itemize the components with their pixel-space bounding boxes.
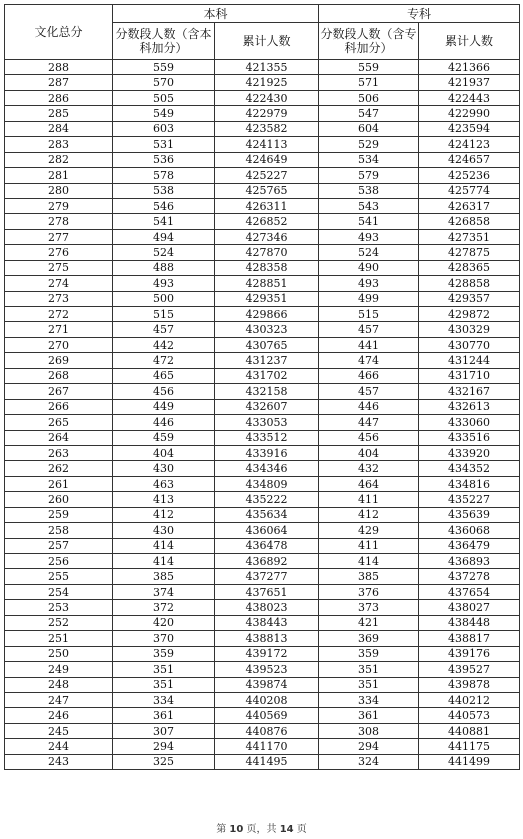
cell-zhuanke-cumulative: 433516 [419, 430, 520, 445]
cell-benke-count: 374 [113, 584, 215, 599]
header-benke-count: 分数段人数（含本科加分） [113, 23, 215, 60]
footer-page-number: 10 [229, 824, 244, 835]
table-row [5, 600, 520, 615]
cell-score: 274 [5, 276, 113, 291]
cell-benke-cumulative: 435222 [215, 492, 319, 507]
cell-zhuanke-cumulative: 429872 [419, 307, 520, 322]
cell-zhuanke-cumulative: 429357 [419, 291, 520, 306]
cell-score: 249 [5, 662, 113, 677]
cell-score: 246 [5, 708, 113, 723]
cell-zhuanke-cumulative: 433920 [419, 445, 520, 460]
cell-benke-cumulative: 441170 [215, 739, 319, 754]
cell-zhuanke-cumulative: 432613 [419, 399, 520, 414]
footer-total-pages: 14 [279, 824, 294, 835]
cell-benke-cumulative: 434809 [215, 476, 319, 491]
cell-zhuanke-cumulative: 424657 [419, 152, 520, 167]
table-row [5, 121, 520, 136]
cell-score: 254 [5, 584, 113, 599]
cell-benke-cumulative: 435634 [215, 507, 319, 522]
header-total-score: 文化总分 [5, 5, 113, 60]
cell-zhuanke-count: 541 [319, 214, 419, 229]
table-row [5, 492, 520, 507]
cell-zhuanke-count: 369 [319, 631, 419, 646]
table-row [5, 384, 520, 399]
cell-zhuanke-cumulative: 433060 [419, 415, 520, 430]
cell-zhuanke-count: 499 [319, 291, 419, 306]
cell-score: 258 [5, 523, 113, 538]
cell-zhuanke-count: 404 [319, 445, 419, 460]
cell-score: 283 [5, 137, 113, 152]
cell-benke-count: 559 [113, 60, 215, 75]
cell-zhuanke-cumulative: 440881 [419, 723, 520, 738]
cell-score: 288 [5, 60, 113, 75]
cell-score: 287 [5, 75, 113, 90]
cell-zhuanke-count: 308 [319, 723, 419, 738]
cell-benke-cumulative: 425765 [215, 183, 319, 198]
cell-zhuanke-count: 411 [319, 538, 419, 553]
cell-benke-count: 524 [113, 245, 215, 260]
cell-benke-cumulative: 433512 [215, 430, 319, 445]
cell-benke-count: 494 [113, 229, 215, 244]
cell-zhuanke-cumulative: 430329 [419, 322, 520, 337]
cell-zhuanke-count: 429 [319, 523, 419, 538]
cell-zhuanke-count: 543 [319, 198, 419, 213]
cell-score: 256 [5, 554, 113, 569]
cell-zhuanke-cumulative: 422443 [419, 90, 520, 105]
cell-benke-cumulative: 439523 [215, 662, 319, 677]
cell-score: 272 [5, 307, 113, 322]
cell-benke-cumulative: 438813 [215, 631, 319, 646]
cell-score: 259 [5, 507, 113, 522]
cell-benke-count: 351 [113, 677, 215, 692]
cell-zhuanke-cumulative: 437654 [419, 584, 520, 599]
footer-suffix: 页 [296, 824, 307, 835]
cell-benke-cumulative: 438443 [215, 615, 319, 630]
cell-zhuanke-count: 538 [319, 183, 419, 198]
table-row [5, 368, 520, 383]
cell-zhuanke-count: 474 [319, 353, 419, 368]
cell-score: 273 [5, 291, 113, 306]
cell-benke-count: 414 [113, 538, 215, 553]
table-row [5, 523, 520, 538]
cell-zhuanke-count: 351 [319, 662, 419, 677]
cell-zhuanke-count: 432 [319, 461, 419, 476]
table-row [5, 646, 520, 661]
cell-zhuanke-cumulative: 439527 [419, 662, 520, 677]
score-table [4, 4, 520, 770]
table-row [5, 569, 520, 584]
cell-score: 251 [5, 631, 113, 646]
cell-benke-count: 414 [113, 554, 215, 569]
header-benke-cumulative: 累计人数 [215, 23, 319, 60]
cell-zhuanke-count: 571 [319, 75, 419, 90]
table-row [5, 337, 520, 352]
cell-zhuanke-cumulative: 436893 [419, 554, 520, 569]
table-row [5, 291, 520, 306]
cell-benke-count: 456 [113, 384, 215, 399]
cell-benke-cumulative: 429351 [215, 291, 319, 306]
cell-zhuanke-cumulative: 426858 [419, 214, 520, 229]
footer-middle: 页，共 [246, 824, 277, 835]
cell-zhuanke-cumulative: 434352 [419, 461, 520, 476]
cell-benke-count: 488 [113, 260, 215, 275]
cell-zhuanke-cumulative: 441175 [419, 739, 520, 754]
page-footer [0, 820, 523, 835]
table-row [5, 662, 520, 677]
cell-benke-count: 307 [113, 723, 215, 738]
table-row [5, 538, 520, 553]
table-row [5, 260, 520, 275]
cell-score: 248 [5, 677, 113, 692]
cell-zhuanke-count: 441 [319, 337, 419, 352]
cell-benke-count: 549 [113, 106, 215, 121]
table-row [5, 307, 520, 322]
cell-benke-cumulative: 436892 [215, 554, 319, 569]
cell-benke-count: 294 [113, 739, 215, 754]
cell-zhuanke-count: 421 [319, 615, 419, 630]
cell-score: 271 [5, 322, 113, 337]
cell-zhuanke-cumulative: 422990 [419, 106, 520, 121]
cell-benke-cumulative: 427346 [215, 229, 319, 244]
cell-zhuanke-count: 351 [319, 677, 419, 692]
table-body [5, 60, 520, 770]
cell-benke-cumulative: 439874 [215, 677, 319, 692]
cell-benke-count: 370 [113, 631, 215, 646]
header-group-zhuanke: 专科 [319, 5, 520, 23]
cell-benke-cumulative: 438023 [215, 600, 319, 615]
cell-zhuanke-count: 529 [319, 137, 419, 152]
cell-benke-cumulative: 429866 [215, 307, 319, 322]
header-zhuanke-cumulative: 累计人数 [419, 23, 520, 60]
cell-zhuanke-cumulative: 427351 [419, 229, 520, 244]
cell-zhuanke-count: 493 [319, 276, 419, 291]
cell-zhuanke-count: 466 [319, 368, 419, 383]
cell-score: 270 [5, 337, 113, 352]
cell-zhuanke-count: 515 [319, 307, 419, 322]
cell-benke-count: 413 [113, 492, 215, 507]
cell-zhuanke-cumulative: 436068 [419, 523, 520, 538]
table-row [5, 708, 520, 723]
cell-zhuanke-cumulative: 428365 [419, 260, 520, 275]
table-row [5, 183, 520, 198]
table-row [5, 415, 520, 430]
cell-benke-cumulative: 433053 [215, 415, 319, 430]
cell-zhuanke-cumulative: 434816 [419, 476, 520, 491]
cell-benke-cumulative: 430765 [215, 337, 319, 352]
cell-zhuanke-count: 457 [319, 322, 419, 337]
cell-benke-cumulative: 440876 [215, 723, 319, 738]
table-row [5, 106, 520, 121]
cell-benke-count: 546 [113, 198, 215, 213]
cell-benke-cumulative: 436064 [215, 523, 319, 538]
cell-zhuanke-count: 294 [319, 739, 419, 754]
cell-score: 285 [5, 106, 113, 121]
cell-benke-count: 442 [113, 337, 215, 352]
table-row [5, 399, 520, 414]
cell-score: 277 [5, 229, 113, 244]
cell-score: 282 [5, 152, 113, 167]
cell-benke-count: 457 [113, 322, 215, 337]
table-row [5, 229, 520, 244]
header-group-benke: 本科 [113, 5, 319, 23]
cell-zhuanke-cumulative: 425774 [419, 183, 520, 198]
cell-score: 286 [5, 90, 113, 105]
cell-benke-count: 463 [113, 476, 215, 491]
cell-score: 263 [5, 445, 113, 460]
cell-score: 284 [5, 121, 113, 136]
cell-score: 255 [5, 569, 113, 584]
cell-benke-cumulative: 439172 [215, 646, 319, 661]
cell-zhuanke-cumulative: 421937 [419, 75, 520, 90]
cell-zhuanke-count: 447 [319, 415, 419, 430]
cell-zhuanke-cumulative: 432167 [419, 384, 520, 399]
table-row [5, 322, 520, 337]
cell-benke-cumulative: 441495 [215, 754, 319, 769]
cell-zhuanke-count: 464 [319, 476, 419, 491]
cell-score: 268 [5, 368, 113, 383]
cell-zhuanke-cumulative: 431244 [419, 353, 520, 368]
cell-benke-count: 459 [113, 430, 215, 445]
cell-zhuanke-count: 334 [319, 692, 419, 707]
cell-score: 247 [5, 692, 113, 707]
cell-benke-cumulative: 430323 [215, 322, 319, 337]
cell-zhuanke-cumulative: 425236 [419, 168, 520, 183]
cell-zhuanke-count: 361 [319, 708, 419, 723]
cell-zhuanke-cumulative: 440573 [419, 708, 520, 723]
cell-score: 266 [5, 399, 113, 414]
cell-benke-count: 359 [113, 646, 215, 661]
cell-zhuanke-cumulative: 423594 [419, 121, 520, 136]
cell-zhuanke-cumulative: 427875 [419, 245, 520, 260]
cell-benke-count: 430 [113, 461, 215, 476]
score-distribution-sheet [4, 4, 519, 770]
cell-zhuanke-count: 376 [319, 584, 419, 599]
cell-benke-count: 404 [113, 445, 215, 460]
cell-benke-cumulative: 421925 [215, 75, 319, 90]
cell-score: 244 [5, 739, 113, 754]
cell-score: 260 [5, 492, 113, 507]
table-row [5, 584, 520, 599]
cell-score: 280 [5, 183, 113, 198]
cell-score: 269 [5, 353, 113, 368]
cell-zhuanke-count: 446 [319, 399, 419, 414]
table-row [5, 198, 520, 213]
cell-benke-count: 541 [113, 214, 215, 229]
table-row [5, 507, 520, 522]
cell-score: 264 [5, 430, 113, 445]
cell-score: 257 [5, 538, 113, 553]
cell-zhuanke-count: 490 [319, 260, 419, 275]
cell-benke-cumulative: 436478 [215, 538, 319, 553]
cell-score: 243 [5, 754, 113, 769]
cell-benke-count: 385 [113, 569, 215, 584]
cell-score: 276 [5, 245, 113, 260]
cell-zhuanke-count: 414 [319, 554, 419, 569]
cell-benke-count: 536 [113, 152, 215, 167]
cell-zhuanke-count: 524 [319, 245, 419, 260]
cell-score: 252 [5, 615, 113, 630]
cell-benke-cumulative: 437651 [215, 584, 319, 599]
cell-score: 281 [5, 168, 113, 183]
cell-benke-cumulative: 422979 [215, 106, 319, 121]
cell-zhuanke-cumulative: 431710 [419, 368, 520, 383]
cell-benke-cumulative: 428358 [215, 260, 319, 275]
cell-benke-count: 603 [113, 121, 215, 136]
table-row [5, 75, 520, 90]
cell-benke-cumulative: 422430 [215, 90, 319, 105]
cell-zhuanke-cumulative: 435227 [419, 492, 520, 507]
cell-zhuanke-cumulative: 426317 [419, 198, 520, 213]
cell-zhuanke-cumulative: 438448 [419, 615, 520, 630]
table-row [5, 754, 520, 769]
cell-score: 267 [5, 384, 113, 399]
cell-benke-cumulative: 440569 [215, 708, 319, 723]
cell-benke-count: 570 [113, 75, 215, 90]
cell-zhuanke-count: 547 [319, 106, 419, 121]
cell-score: 275 [5, 260, 113, 275]
cell-benke-count: 446 [113, 415, 215, 430]
cell-zhuanke-count: 493 [319, 229, 419, 244]
cell-zhuanke-count: 534 [319, 152, 419, 167]
cell-benke-cumulative: 421355 [215, 60, 319, 75]
cell-benke-count: 449 [113, 399, 215, 414]
cell-score: 261 [5, 476, 113, 491]
cell-zhuanke-count: 579 [319, 168, 419, 183]
cell-benke-count: 420 [113, 615, 215, 630]
cell-benke-cumulative: 432158 [215, 384, 319, 399]
table-row [5, 692, 520, 707]
cell-benke-cumulative: 424649 [215, 152, 319, 167]
cell-benke-cumulative: 432607 [215, 399, 319, 414]
cell-benke-cumulative: 440208 [215, 692, 319, 707]
cell-zhuanke-cumulative: 430770 [419, 337, 520, 352]
cell-benke-count: 325 [113, 754, 215, 769]
cell-benke-count: 372 [113, 600, 215, 615]
cell-score: 265 [5, 415, 113, 430]
cell-zhuanke-cumulative: 436479 [419, 538, 520, 553]
cell-zhuanke-cumulative: 440212 [419, 692, 520, 707]
cell-score: 279 [5, 198, 113, 213]
cell-benke-cumulative: 434346 [215, 461, 319, 476]
cell-zhuanke-cumulative: 435639 [419, 507, 520, 522]
table-row [5, 152, 520, 167]
cell-benke-cumulative: 431702 [215, 368, 319, 383]
cell-score: 278 [5, 214, 113, 229]
table-row [5, 445, 520, 460]
cell-zhuanke-cumulative: 438027 [419, 600, 520, 615]
table-row [5, 137, 520, 152]
table-row [5, 430, 520, 445]
cell-zhuanke-cumulative: 439176 [419, 646, 520, 661]
cell-benke-count: 538 [113, 183, 215, 198]
cell-zhuanke-cumulative: 424123 [419, 137, 520, 152]
cell-zhuanke-count: 385 [319, 569, 419, 584]
cell-benke-count: 361 [113, 708, 215, 723]
cell-zhuanke-cumulative: 421366 [419, 60, 520, 75]
cell-benke-count: 531 [113, 137, 215, 152]
cell-benke-count: 430 [113, 523, 215, 538]
table-row [5, 631, 520, 646]
cell-benke-count: 412 [113, 507, 215, 522]
cell-zhuanke-count: 411 [319, 492, 419, 507]
cell-benke-count: 465 [113, 368, 215, 383]
cell-score: 253 [5, 600, 113, 615]
cell-benke-cumulative: 428851 [215, 276, 319, 291]
table-row [5, 60, 520, 75]
cell-benke-cumulative: 425227 [215, 168, 319, 183]
table-row [5, 276, 520, 291]
cell-benke-cumulative: 437277 [215, 569, 319, 584]
table-row [5, 476, 520, 491]
cell-zhuanke-count: 359 [319, 646, 419, 661]
cell-benke-count: 578 [113, 168, 215, 183]
cell-zhuanke-cumulative: 439878 [419, 677, 520, 692]
table-row [5, 353, 520, 368]
cell-score: 245 [5, 723, 113, 738]
cell-benke-cumulative: 426852 [215, 214, 319, 229]
table-row [5, 554, 520, 569]
cell-benke-count: 493 [113, 276, 215, 291]
cell-benke-count: 351 [113, 662, 215, 677]
table-row [5, 245, 520, 260]
cell-benke-cumulative: 424113 [215, 137, 319, 152]
cell-zhuanke-cumulative: 441499 [419, 754, 520, 769]
cell-zhuanke-count: 604 [319, 121, 419, 136]
cell-benke-cumulative: 423582 [215, 121, 319, 136]
table-row [5, 461, 520, 476]
cell-benke-cumulative: 427870 [215, 245, 319, 260]
cell-zhuanke-cumulative: 438817 [419, 631, 520, 646]
cell-benke-count: 500 [113, 291, 215, 306]
footer-prefix: 第 [216, 824, 227, 835]
cell-zhuanke-count: 457 [319, 384, 419, 399]
table-row [5, 615, 520, 630]
cell-zhuanke-count: 373 [319, 600, 419, 615]
cell-benke-count: 505 [113, 90, 215, 105]
table-row [5, 677, 520, 692]
cell-benke-count: 515 [113, 307, 215, 322]
cell-zhuanke-count: 506 [319, 90, 419, 105]
cell-benke-count: 334 [113, 692, 215, 707]
table-row [5, 90, 520, 105]
cell-zhuanke-count: 559 [319, 60, 419, 75]
table-row [5, 739, 520, 754]
cell-score: 250 [5, 646, 113, 661]
header-zhuanke-count: 分数段人数（含专科加分） [319, 23, 419, 60]
table-row [5, 214, 520, 229]
cell-zhuanke-count: 324 [319, 754, 419, 769]
cell-zhuanke-cumulative: 437278 [419, 569, 520, 584]
cell-score: 262 [5, 461, 113, 476]
cell-benke-count: 472 [113, 353, 215, 368]
cell-benke-cumulative: 433916 [215, 445, 319, 460]
cell-benke-cumulative: 431237 [215, 353, 319, 368]
table-row [5, 168, 520, 183]
cell-benke-cumulative: 426311 [215, 198, 319, 213]
table-row [5, 723, 520, 738]
cell-zhuanke-count: 412 [319, 507, 419, 522]
cell-zhuanke-cumulative: 428858 [419, 276, 520, 291]
cell-zhuanke-count: 456 [319, 430, 419, 445]
table-header [5, 5, 520, 60]
